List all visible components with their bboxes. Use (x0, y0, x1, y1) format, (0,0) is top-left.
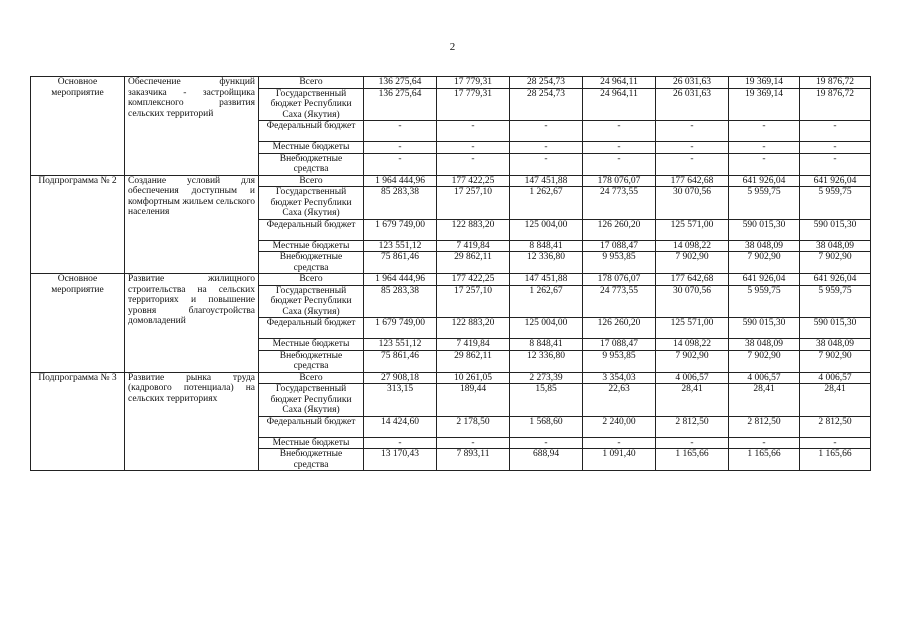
funding-source-cell: Государственный бюджет Республики Саха (Якутия) (259, 88, 364, 121)
amount-cell: 17 088,47 (583, 240, 656, 252)
amount-cell: 7 419,84 (437, 240, 510, 252)
amount-cell: - (437, 121, 510, 142)
funding-source-cell: Государственный бюджет Республики Саха (Якутия) (259, 187, 364, 220)
amount-cell: 1 091,40 (583, 449, 656, 471)
amount-cell: 17 257,10 (437, 187, 510, 220)
amount-cell: - (656, 121, 729, 142)
amount-cell: 1 262,67 (510, 187, 583, 220)
amount-cell: - (800, 121, 871, 142)
amount-cell: 4 006,57 (656, 372, 729, 384)
amount-cell: 12 336,80 (510, 252, 583, 274)
amount-cell: 38 048,09 (729, 240, 800, 252)
amount-cell: 19 876,72 (800, 77, 871, 89)
amount-cell: 189,44 (437, 384, 510, 417)
amount-cell: 7 902,90 (656, 350, 729, 372)
amount-cell: 7 902,90 (729, 350, 800, 372)
amount-cell: 1 262,67 (510, 285, 583, 318)
amount-cell: 2 812,50 (800, 416, 871, 437)
budget-table-body (31, 77, 871, 471)
amount-cell: 123 551,12 (364, 240, 437, 252)
amount-cell: 177 422,25 (437, 274, 510, 286)
amount-cell: 14 424,60 (364, 416, 437, 437)
table-row (31, 175, 871, 187)
table-row (31, 372, 871, 384)
amount-cell: 2 273,39 (510, 372, 583, 384)
amount-cell: 313,15 (364, 384, 437, 417)
amount-cell: 641 926,04 (729, 175, 800, 187)
amount-cell: 85 283,38 (364, 285, 437, 318)
amount-cell: 28,41 (656, 384, 729, 417)
amount-cell: 1 964 444,96 (364, 274, 437, 286)
amount-cell: - (510, 437, 583, 449)
amount-cell: 19 369,14 (729, 88, 800, 121)
amount-cell: 7 902,90 (800, 350, 871, 372)
amount-cell: 24 773,55 (583, 285, 656, 318)
amount-cell: 5 959,75 (729, 285, 800, 318)
funding-source-cell: Всего (259, 77, 364, 89)
amount-cell: 17 257,10 (437, 285, 510, 318)
amount-cell: 1 165,66 (800, 449, 871, 471)
amount-cell: 1 165,66 (656, 449, 729, 471)
amount-cell: 13 170,43 (364, 449, 437, 471)
amount-cell: - (583, 121, 656, 142)
table-row (31, 77, 871, 89)
amount-cell: 641 926,04 (729, 274, 800, 286)
amount-cell: 688,94 (510, 449, 583, 471)
amount-cell: 1 679 749,00 (364, 318, 437, 339)
amount-cell: 2 812,50 (656, 416, 729, 437)
funding-source-cell: Всего (259, 274, 364, 286)
amount-cell: - (364, 437, 437, 449)
program-description-cell: Развитие жилищного строительства на сельских территориях и повышение уровня благоустройства домовладений (125, 274, 259, 373)
amount-cell: 28 254,73 (510, 88, 583, 121)
amount-cell: 122 883,20 (437, 318, 510, 339)
program-description-cell: Развитие рынка труда (кадрового потенциала) на сельских территориях (125, 372, 259, 471)
amount-cell: - (729, 153, 800, 175)
amount-cell: 9 953,85 (583, 350, 656, 372)
amount-cell: - (656, 153, 729, 175)
funding-source-cell: Местные бюджеты (259, 339, 364, 351)
amount-cell: 38 048,09 (800, 339, 871, 351)
amount-cell: 29 862,11 (437, 252, 510, 274)
amount-cell: - (800, 437, 871, 449)
amount-cell: 136 275,64 (364, 77, 437, 89)
amount-cell: 126 260,20 (583, 318, 656, 339)
funding-source-cell: Государственный бюджет Республики Саха (Якутия) (259, 384, 364, 417)
amount-cell: 147 451,88 (510, 274, 583, 286)
amount-cell: - (437, 153, 510, 175)
funding-source-cell: Внебюджетные средства (259, 153, 364, 175)
amount-cell: 24 773,55 (583, 187, 656, 220)
amount-cell: - (437, 142, 510, 154)
amount-cell: - (510, 121, 583, 142)
amount-cell: 5 959,75 (800, 285, 871, 318)
amount-cell: 2 812,50 (729, 416, 800, 437)
amount-cell: 30 070,56 (656, 285, 729, 318)
amount-cell: 27 908,18 (364, 372, 437, 384)
amount-cell: - (656, 142, 729, 154)
program-description-cell: Создание условий для обеспечения доступным и комфортным жильем сельского населения (125, 175, 259, 274)
amount-cell: 17 088,47 (583, 339, 656, 351)
amount-cell: 136 275,64 (364, 88, 437, 121)
amount-cell: 2 178,50 (437, 416, 510, 437)
funding-source-cell: Федеральный бюджет (259, 219, 364, 240)
amount-cell: 1 165,66 (729, 449, 800, 471)
amount-cell: 1 679 749,00 (364, 219, 437, 240)
amount-cell: - (510, 153, 583, 175)
amount-cell: - (800, 142, 871, 154)
amount-cell: 30 070,56 (656, 187, 729, 220)
amount-cell: 7 902,90 (656, 252, 729, 274)
amount-cell: 75 861,46 (364, 252, 437, 274)
amount-cell: - (656, 437, 729, 449)
amount-cell: 177 642,68 (656, 175, 729, 187)
amount-cell: 28 254,73 (510, 77, 583, 89)
funding-source-cell: Федеральный бюджет (259, 121, 364, 142)
amount-cell: 126 260,20 (583, 219, 656, 240)
amount-cell: 125 004,00 (510, 219, 583, 240)
amount-cell: 177 642,68 (656, 274, 729, 286)
amount-cell: - (729, 437, 800, 449)
amount-cell: 1 568,60 (510, 416, 583, 437)
program-type-cell: Подпрограмма № 3 (31, 372, 125, 471)
funding-source-cell: Всего (259, 372, 364, 384)
amount-cell: 590 015,30 (800, 318, 871, 339)
funding-source-cell: Федеральный бюджет (259, 318, 364, 339)
amount-cell: - (583, 142, 656, 154)
amount-cell: 14 098,22 (656, 240, 729, 252)
amount-cell: 4 006,57 (729, 372, 800, 384)
amount-cell: 5 959,75 (729, 187, 800, 220)
amount-cell: 122 883,20 (437, 219, 510, 240)
amount-cell: 590 015,30 (729, 318, 800, 339)
amount-cell: 14 098,22 (656, 339, 729, 351)
amount-cell: - (583, 153, 656, 175)
amount-cell: 7 419,84 (437, 339, 510, 351)
funding-source-cell: Внебюджетные средства (259, 350, 364, 372)
amount-cell: 26 031,63 (656, 77, 729, 89)
program-type-cell: Подпрограмма № 2 (31, 175, 125, 274)
amount-cell: 125 571,00 (656, 318, 729, 339)
amount-cell: 24 964,11 (583, 88, 656, 121)
funding-source-cell: Государственный бюджет Республики Саха (Якутия) (259, 285, 364, 318)
amount-cell: 28,41 (800, 384, 871, 417)
amount-cell: 19 876,72 (800, 88, 871, 121)
amount-cell: 590 015,30 (729, 219, 800, 240)
amount-cell: 15,85 (510, 384, 583, 417)
amount-cell: 17 779,31 (437, 77, 510, 89)
amount-cell: 3 354,03 (583, 372, 656, 384)
amount-cell: 4 006,57 (800, 372, 871, 384)
amount-cell: 7 893,11 (437, 449, 510, 471)
funding-source-cell: Местные бюджеты (259, 240, 364, 252)
amount-cell: 641 926,04 (800, 175, 871, 187)
amount-cell: 85 283,38 (364, 187, 437, 220)
funding-source-cell: Местные бюджеты (259, 437, 364, 449)
amount-cell: 7 902,90 (729, 252, 800, 274)
amount-cell: 8 848,41 (510, 240, 583, 252)
amount-cell: 178 076,07 (583, 274, 656, 286)
amount-cell: - (729, 142, 800, 154)
amount-cell: 75 861,46 (364, 350, 437, 372)
amount-cell: 2 240,00 (583, 416, 656, 437)
amount-cell: 125 571,00 (656, 219, 729, 240)
amount-cell: 147 451,88 (510, 175, 583, 187)
budget-table (30, 76, 871, 471)
amount-cell: 123 551,12 (364, 339, 437, 351)
amount-cell: - (364, 121, 437, 142)
funding-source-cell: Всего (259, 175, 364, 187)
amount-cell: - (583, 437, 656, 449)
program-description-cell: Обеспечение функций заказчика - застройщика комплексного развития сельских территорий (125, 77, 259, 176)
amount-cell: 641 926,04 (800, 274, 871, 286)
amount-cell: - (800, 153, 871, 175)
amount-cell: 22,63 (583, 384, 656, 417)
amount-cell: 8 848,41 (510, 339, 583, 351)
amount-cell: 17 779,31 (437, 88, 510, 121)
amount-cell: 10 261,05 (437, 372, 510, 384)
program-type-cell: Основное мероприятие (31, 77, 125, 176)
amount-cell: 177 422,25 (437, 175, 510, 187)
amount-cell: - (729, 121, 800, 142)
amount-cell: 125 004,00 (510, 318, 583, 339)
amount-cell: 178 076,07 (583, 175, 656, 187)
amount-cell: - (437, 437, 510, 449)
funding-source-cell: Внебюджетные средства (259, 252, 364, 274)
amount-cell: - (364, 153, 437, 175)
table-row (31, 274, 871, 286)
amount-cell: 19 369,14 (729, 77, 800, 89)
amount-cell: 12 336,80 (510, 350, 583, 372)
amount-cell: 29 862,11 (437, 350, 510, 372)
amount-cell: 24 964,11 (583, 77, 656, 89)
amount-cell: - (510, 142, 583, 154)
amount-cell: 38 048,09 (800, 240, 871, 252)
funding-source-cell: Федеральный бюджет (259, 416, 364, 437)
amount-cell: 28,41 (729, 384, 800, 417)
amount-cell: 7 902,90 (800, 252, 871, 274)
amount-cell: - (364, 142, 437, 154)
amount-cell: 9 953,85 (583, 252, 656, 274)
page-number: 2 (449, 41, 456, 53)
funding-source-cell: Местные бюджеты (259, 142, 364, 154)
program-type-cell: Основное мероприятие (31, 274, 125, 373)
amount-cell: 590 015,30 (800, 219, 871, 240)
amount-cell: 38 048,09 (729, 339, 800, 351)
funding-source-cell: Внебюджетные средства (259, 449, 364, 471)
amount-cell: 1 964 444,96 (364, 175, 437, 187)
amount-cell: 5 959,75 (800, 187, 871, 220)
amount-cell: 26 031,63 (656, 88, 729, 121)
